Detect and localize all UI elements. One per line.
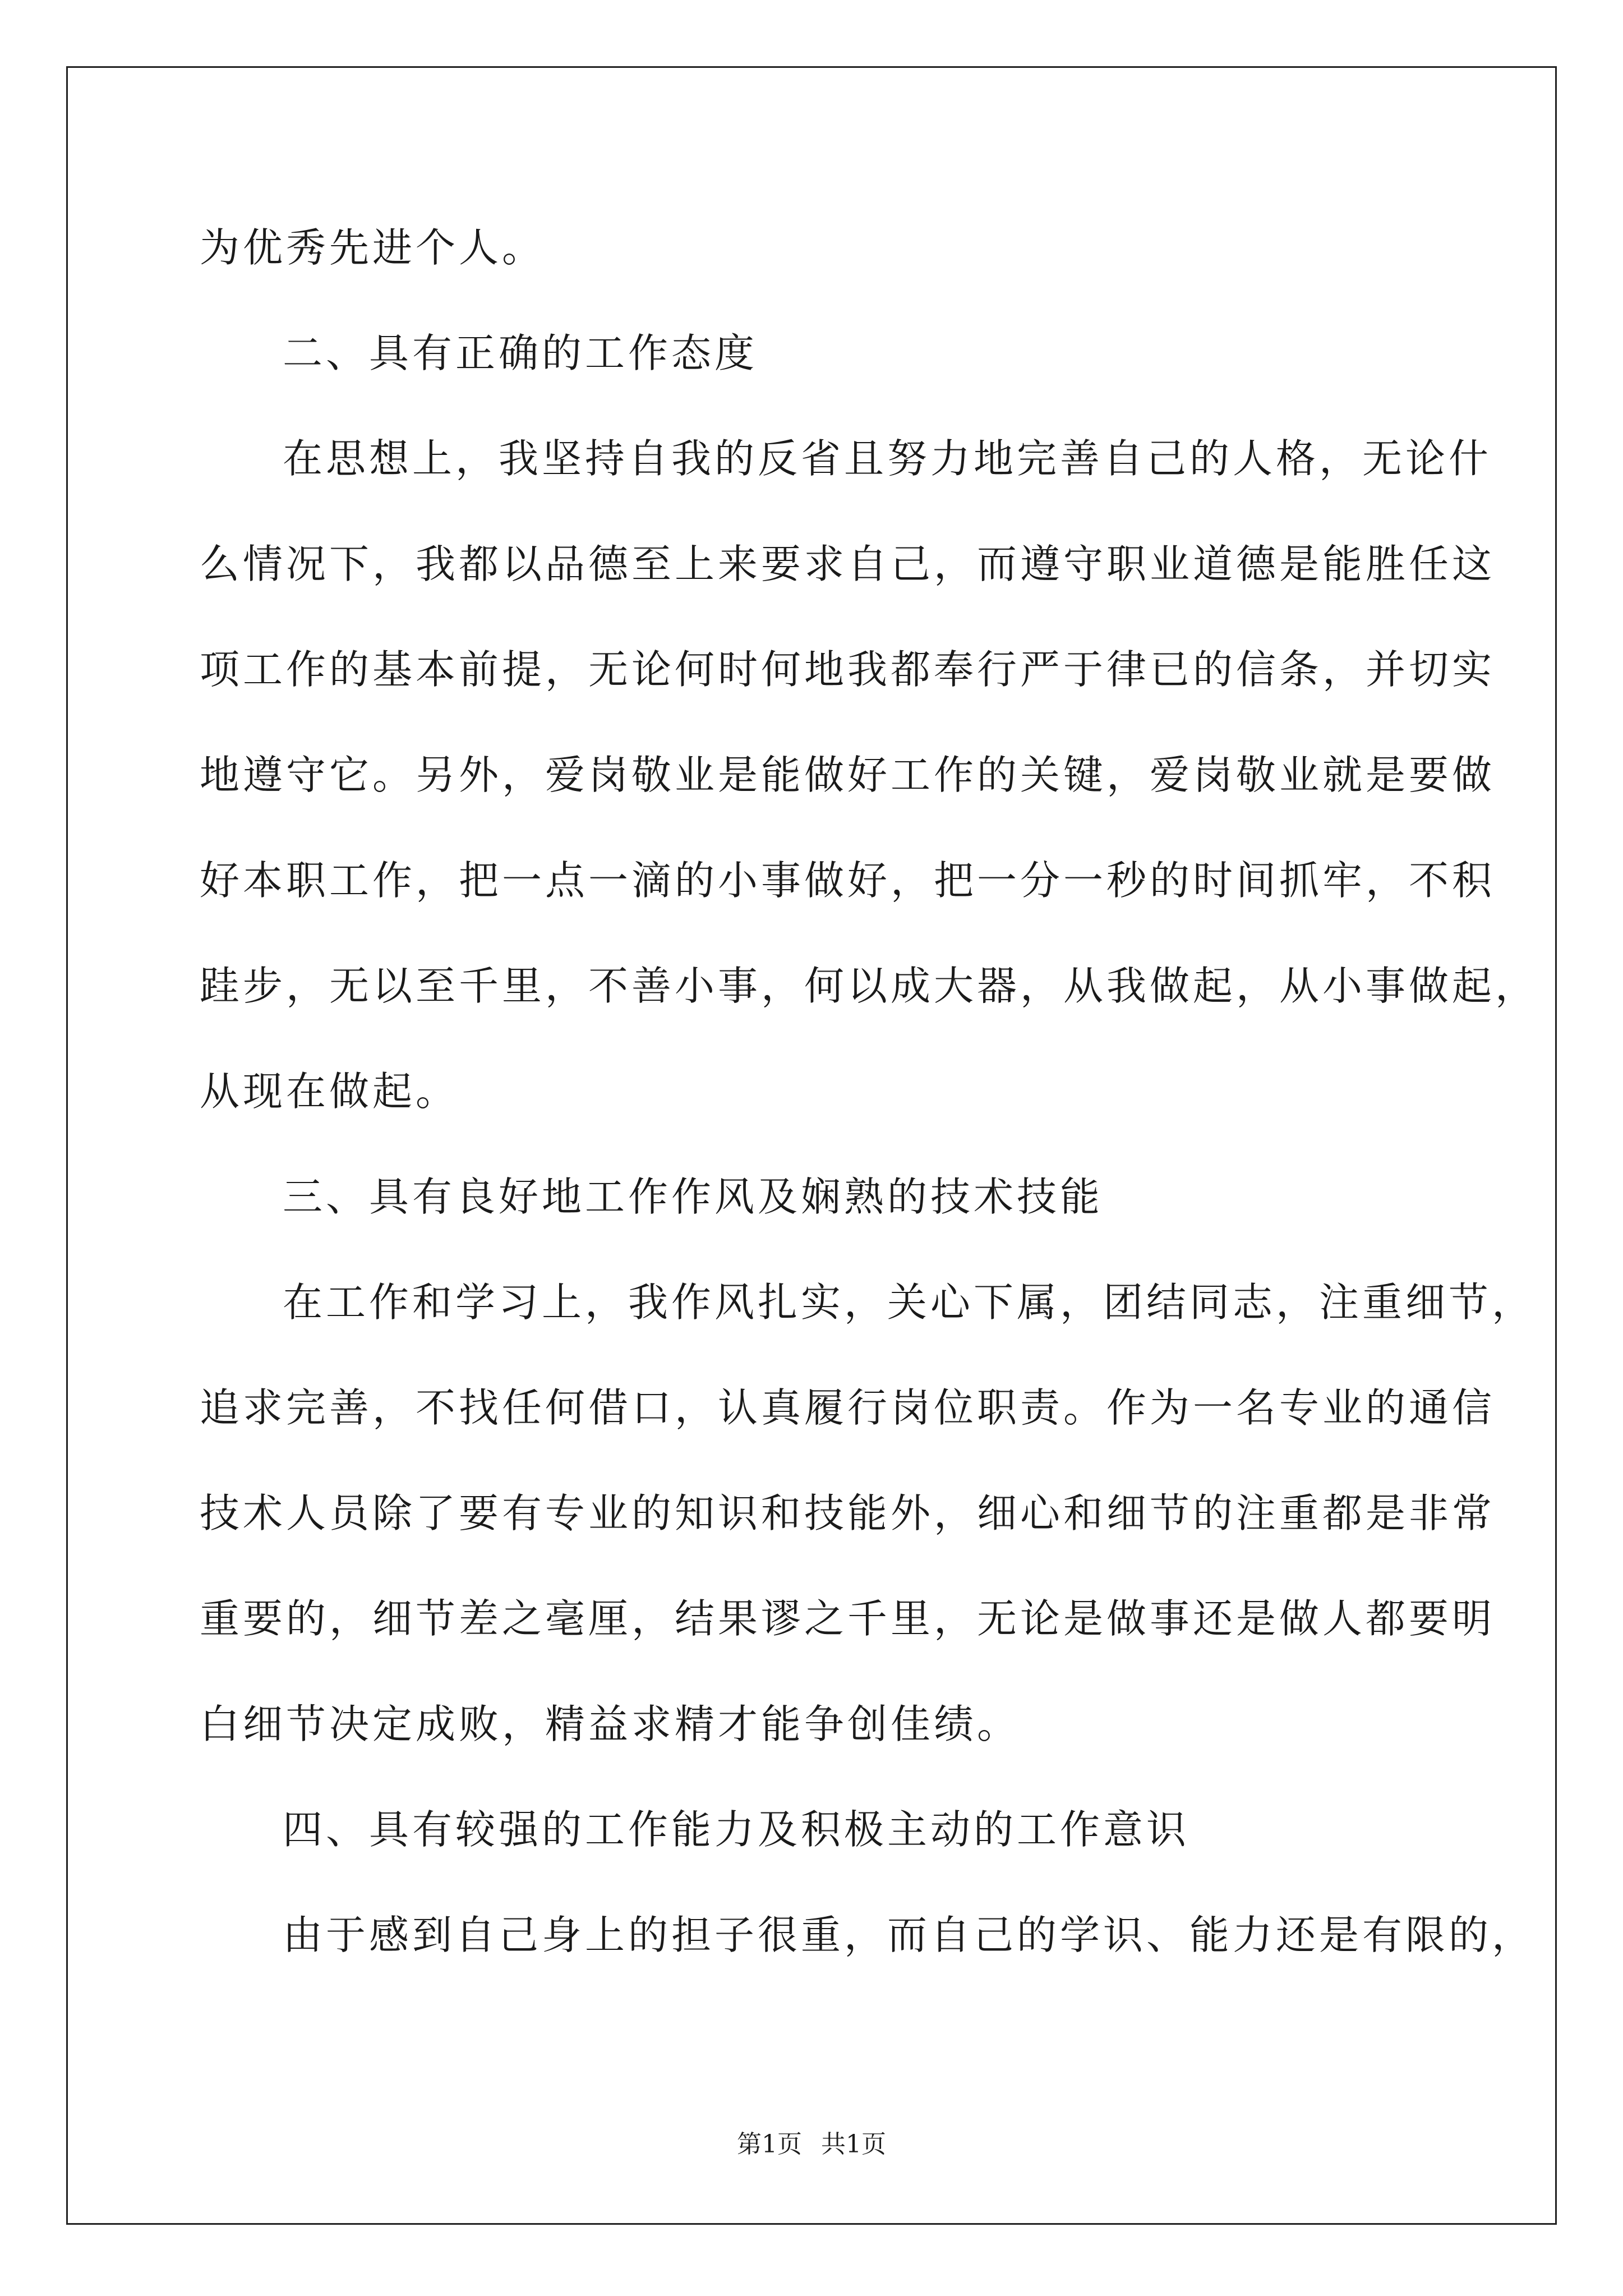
section-heading-4: 四、具有较强的工作能力及积极主动的工作意识 (283, 1806, 1190, 1853)
text-line: 么情况下，我都以品德至上来要求自己，而遵守职业道德是能胜任这 (200, 541, 1496, 587)
text-line: 重要的，细节差之毫厘，结果谬之千里，无论是做事还是做人都要明 (200, 1595, 1496, 1642)
text-line: 在工作和学习上，我作风扎实，关心下属，团结同志，注重细节， (283, 1279, 1536, 1326)
text-line: 项工作的基本前提，无论何时何地我都奉行严于律已的信条，并切实 (200, 646, 1496, 693)
text-line: 由于感到自己身上的担子很重，而自己的学识、能力还是有限的， (283, 1912, 1536, 1958)
text-line: 技术人员除了要有专业的知识和技能外，细心和细节的注重都是非常 (200, 1490, 1496, 1536)
section-heading-2: 二、具有正确的工作态度 (283, 330, 758, 376)
text-line: 白细节决定成败，精益求精才能争创佳绩。 (200, 1701, 1021, 1747)
text-line: 跬步，无以至千里，不善小事，何以成大器，从我做起，从小事做起， (200, 963, 1539, 1009)
text-line: 为优秀先进个人。 (200, 224, 546, 271)
page-footer (0, 2128, 1623, 2161)
text-line: 在思想上，我坚持自我的反省且努力地完善自己的人格，无论什 (283, 435, 1492, 482)
section-heading-3: 三、具有良好地工作作风及娴熟的技术技能 (283, 1174, 1104, 1220)
page-number-current: 第1页 (737, 2130, 802, 2159)
page-number-total: 共1页 (821, 2130, 886, 2159)
text-line: 好本职工作，把一点一滴的小事做好，把一分一秒的时间抓牢，不积 (200, 857, 1496, 904)
text-line: 地遵守它。另外，爱岗敬业是能做好工作的关键，爱岗敬业就是要做 (200, 752, 1496, 798)
text-line: 追求完善，不找任何借口，认真履行岗位职责。作为一名专业的通信 (200, 1384, 1496, 1431)
text-line: 从现在做起。 (200, 1068, 459, 1115)
document-body (200, 195, 1539, 1988)
